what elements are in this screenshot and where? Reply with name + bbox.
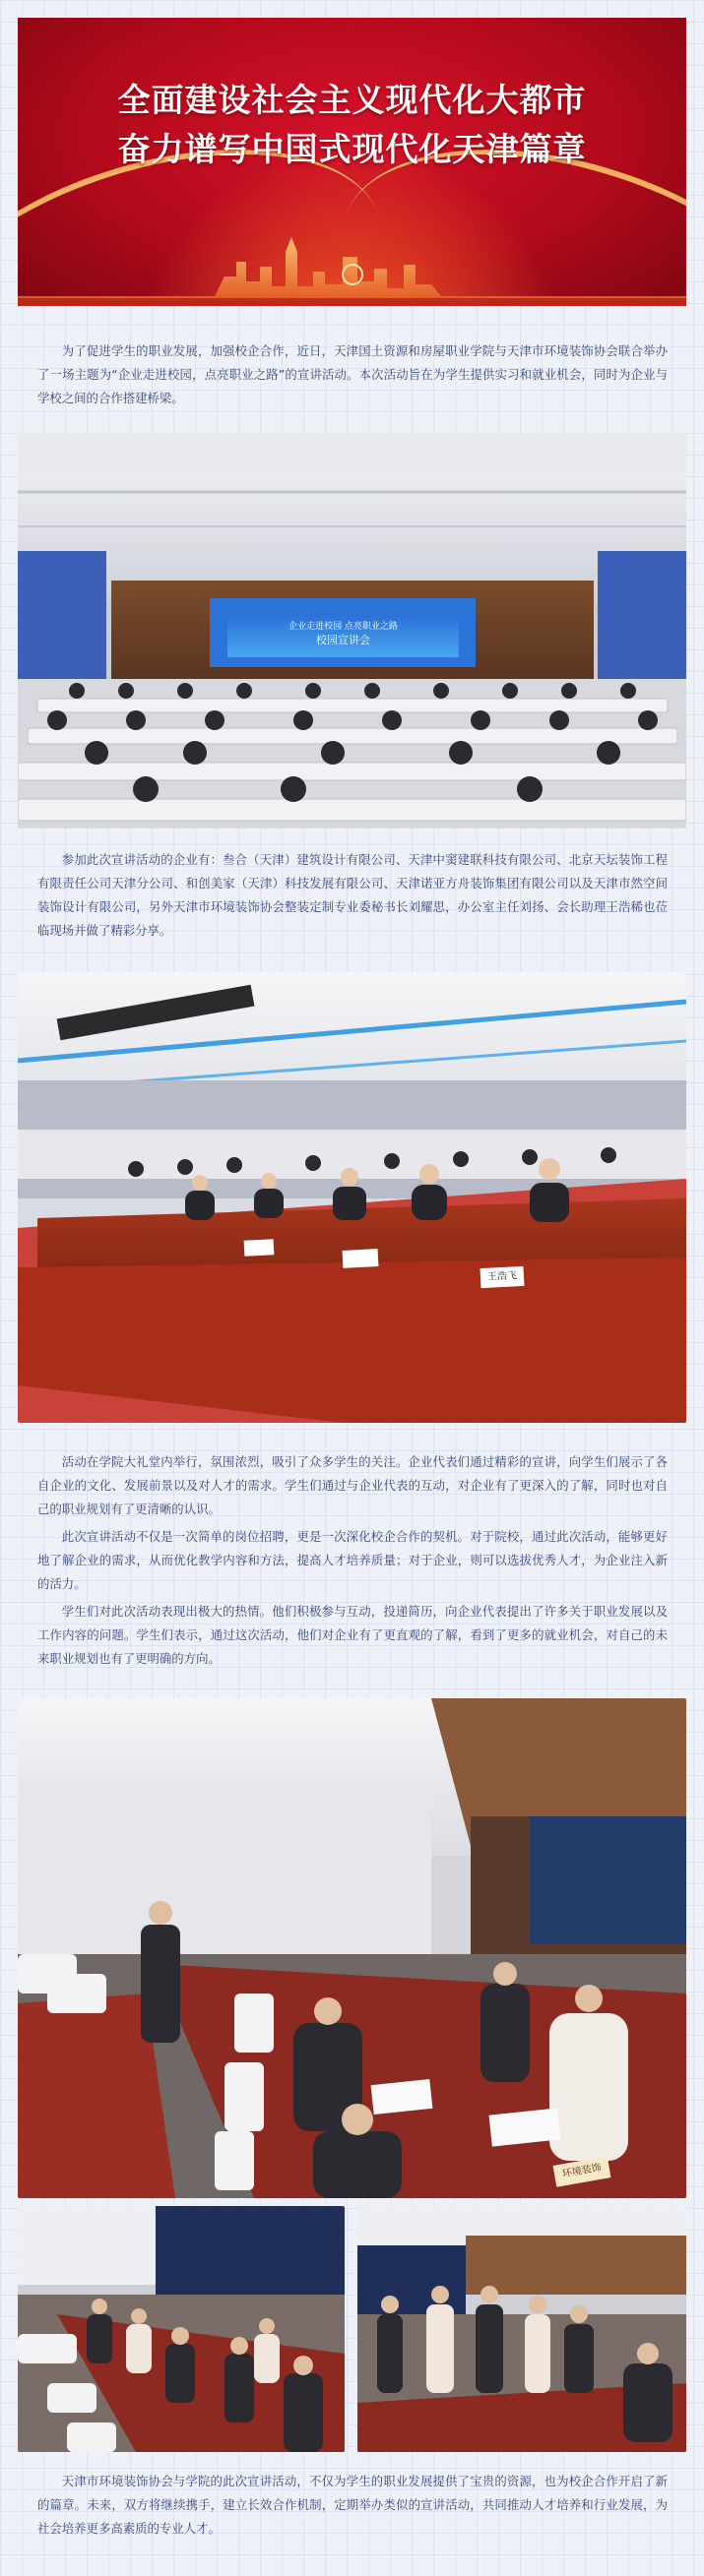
nameplate [244,1239,275,1257]
booth-photo-left [18,2206,345,2452]
companies-paragraph: 参加此次宣讲活动的企业有：叁合（天津）建筑设计有限公司、天津中窦建联科技有限公司、北京天坛装饰工程有限责任公司天津分公司、和创美家（天津）科技发展有限公司、天津诺亚方舟装饰集团有限公司以及天津市然空间装饰设计有限公司，另外天津市环境装饰协会整装定制专业委秘书长刘耀思，办公室主任刘扬、会长助理王浩稀也莅临现场并做了精彩分享。 [37,852,668,938]
audience-seats [18,433,686,828]
activity-paragraph: 活动在学院大礼堂内举行，氛围浓烈，吸引了众多学生的关注。企业代表们通过精彩的宣讲，向学生们展示了各自企业的文化、发展前景以及对人才的需求。学生们通过与企业代表的互动，对企业有了更深入的了解，同时也对自己的职业规划有了更清晰的认识。 [37,1454,668,1516]
students-paragraph: 学生们对此次活动表现出极大的热情。他们积极参与互动，投递简历，向企业代表提出了许多关于职业发展以及工作内容的问题。学生们表示，通过这次活动，他们对企业有了更直观的了解，看到了更多的就业机会，对自己的未来职业规划也有了更明确的方向。 [37,1604,668,1666]
nameplate: 王浩飞 [480,1266,525,1288]
cooperation-paragraph: 此次宣讲活动不仅是一次简单的岗位招聘，更是一次深化校企合作的契机。对于院校，通过此次活动，能够更好地了解企业的需求，从而优化教学内容和方法，提高人才培养质量；对于企业，则可以选拔优秀人才，为企业注入新的活力。 [37,1529,668,1591]
booth-photo-right [357,2206,686,2452]
header-banner [18,18,686,306]
closing-paragraph: 天津市环境装饰协会与学院的此次宣讲活动，不仅为学生的职业发展提供了宝贵的资源，也为校企合作开启了新的篇章。未来，双方将继续携手，建立长效合作机制，定期举办类似的宣讲活动，共同推动人才培养和行业发展，为社会培养更多高素质的专业人才。 [37,2474,668,2536]
city-skyline-icon [18,227,686,306]
consultation-photo [18,1698,686,2198]
company-sign: 环境装饰 [553,2156,611,2186]
auditorium-photo [18,433,686,828]
intro-paragraph: 为了促进学生的职业发展，加强校企合作，近日，天津国土资源和房屋职业学院与天津市环境装饰协会联合举办了一场主题为“企业走进校园，点亮职业之路”的宣讲活动。本次活动旨在为学生提供实习和就业机会，同时为企业与学校之间的合作搭建桥梁。 [37,343,668,405]
nameplate [343,1249,379,1268]
screen-line1: 企业走进校园 点亮职业之路 [288,622,398,632]
speakers-table-photo [18,972,686,1423]
screen-line2: 校园宣讲会 [316,634,370,646]
banner-title-line1: 全面建设社会主义现代化大都市 [117,81,587,119]
banner-title-line2: 奋力谱写中国式现代化天津篇章 [117,130,587,168]
